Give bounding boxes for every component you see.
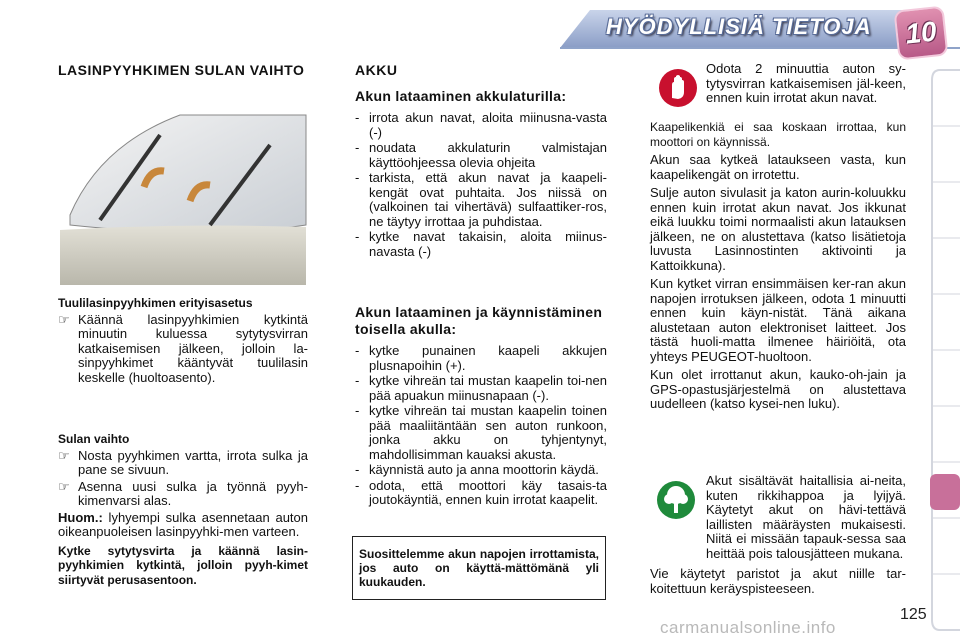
stop-hand-icon <box>658 68 698 108</box>
chapter-header <box>0 0 960 60</box>
battery-heading: AKKU <box>355 62 398 78</box>
warning-text: Odota 2 minuuttia auton sy-tytysvirran katkaisemisen jäl-keen, ennen kuin irrotat akun navat. <box>706 61 906 105</box>
charging-step: tarkista, että akun navat ja kaapeli-kengät ovat puhtaita. Jos niissä on (valkoinen tai vihertävä) sulfaattiker-ros, ne täytyy irrottaa ja puhdistaa. <box>369 170 607 229</box>
list-item: - noudata akkulaturin valmistajan käyttöohjeessa olevia ohjeita <box>355 140 607 170</box>
page-number: 125 <box>900 606 927 623</box>
jump-step: odota, että moottori käy tasais-ta joutokäyntiä, ennen kuin irrotat kaapelit. <box>369 477 607 507</box>
note-paragraph: Akun saa kytkeä lataukseen vasta, kun kaapelikengät on irrotettu. <box>650 152 906 182</box>
eco-block-bottom <box>650 567 906 600</box>
jump-step: kytke punainen kaapeli akkujen plusnapoihin (+). <box>369 343 607 373</box>
eco-text: Akut sisältävät haitallisia ai-neita, kuten rikkihappoa ja lyijyä. Käytetyt akut on hävi-tettävä laillisten määräysten mukaisesti. Niitä ei missään tapauk-sessa saa heittää pois talousjätteen mukana. <box>706 473 906 561</box>
active-chapter-tab <box>930 474 960 510</box>
jump-step: kytke vihreän tai mustan kaapelin toi-nen pää apuakun miinusnapaan (-). <box>369 373 607 403</box>
jump-step: käynnistä auto ja anna moottorin käydä. <box>369 462 599 477</box>
wiper-section <box>58 62 308 84</box>
jump-title: Akun lataaminen ja käynnistäminen toisella akulla: <box>355 304 603 337</box>
pointing-hand-icon: ☞ <box>58 447 70 463</box>
eco-block-top <box>706 473 906 561</box>
list-item <box>58 480 308 509</box>
note-paragraph: Kun kytket virran ensimmäisen ker-ran akun napojen irrotuksen jälkeen, odota 1 minuutti ennen kuin käyn-nistät. Tänä aikana alustetaan auton elektroniset laitteet. Jos tästä huoli-matta ilmenee häiriöitä, ota yhteys PEUGEOT-huoltoon. <box>650 276 906 364</box>
chapter-number-badge <box>896 8 947 59</box>
eco-text-2: Vie käytetyt paristot ja akut niille tar-koitettuun keräyspisteeseen. <box>650 566 906 596</box>
feature-title: Tuulilasinpyyhkimen erityisasetus <box>58 296 253 310</box>
list-item: - irrota akun navat, aloita miinusna-vasta (-) <box>355 110 607 140</box>
battery-section <box>355 62 607 260</box>
note-paragraph <box>58 511 308 540</box>
replace-title: Sulan vaihto <box>58 432 130 446</box>
note-paragraph: Sulje auton sivulasit ja katon aurin-koluukku ennen kuin irrotat akun navat. Jos ikkunat eikä luukku toimi normaalisti akun latauksen jälkeen, ne on alustettava (katso lisätietoja luvusta Lasinnostinten aktivointi ja Kattoikkuna). <box>650 185 906 273</box>
list-item <box>58 449 308 478</box>
charging-step: noudata akkulaturin valmistajan käyttöohjeessa olevia ohjeita <box>369 140 607 170</box>
list-item: - kytke vihreän tai mustan kaapelin toi-nen pää apuakun miinusnapaan (-). <box>355 373 607 403</box>
charging-step: irrota akun navat, aloita miinusna-vasta (-) <box>369 110 607 140</box>
note-paragraph: Kaapelikenkiä ei saa koskaan irrottaa, kun moottori on käynnissä. <box>650 120 906 149</box>
jump-step: kytke vihreän tai mustan kaapelin toinen pää maaliitäntään sen auton runkoon, jonka akku on tyhjentynyt, mahdollisimman kauaksi akusta. <box>369 403 607 462</box>
pointing-hand-icon: ☞ <box>58 478 70 494</box>
blade-replacement <box>58 432 308 591</box>
note-label: Huom.: <box>58 509 103 525</box>
watermark: carmanualsonline.info <box>660 618 836 637</box>
replace-step: Asenna uusi sulka ja työnnä pyyh-kimenvarsi alas. <box>78 478 308 508</box>
feature-text: Käännä lasinpyyhkimien kytkintä minuutin kuluessa sytytysvirran katkaisemisen jälkeen, jolloin la-sinpyyhkimet kääntyvät tuulilasin keskelle (huoltoasento). <box>78 311 308 385</box>
windscreen-wiper-illustration <box>60 105 306 285</box>
list-item: - käynnistä auto ja anna moottorin käydä. <box>355 463 607 478</box>
jump-start-section <box>355 304 607 509</box>
charging-step: kytke navat takaisin, aloita miinus-navasta (-) <box>369 229 607 259</box>
battery-notes <box>650 120 906 416</box>
charging-title: Akun lataaminen akkulaturilla: <box>355 88 567 104</box>
wiper-heading: LASINPYYHKIMEN SULAN VAIHTO <box>58 62 305 78</box>
warning-block <box>706 62 906 110</box>
recommendation-box: Suosittelemme akun napojen irrottamista, jos auto on käyttä-mättömänä yli kuukauden. <box>352 536 606 600</box>
list-item: - tarkista, että akun navat ja kaapeli-kengät ovat puhtaita. Jos niissä on (valkoinen tai vihertävä) sulfaattiker-ros, ne täytyy irrottaa ja puhdistaa. <box>355 170 607 229</box>
replace-step: Nosta pyyhkimen vartta, irrota sulka ja pane se sivuun. <box>78 447 308 477</box>
charging-list <box>355 111 607 259</box>
note-text: lyhyempi sulka asennetaan auton oikeanpuoleisen lasinpyyhki-men varteen. <box>58 509 308 539</box>
chapter-tabs-sidebar <box>926 70 960 630</box>
chapter-number: 10 <box>903 15 939 50</box>
list-item: - kytke navat takaisin, aloita miinus-navasta (-) <box>355 229 607 259</box>
chapter-title: HYÖDYLLISIÄ TIETOJA <box>606 14 872 39</box>
list-item: - kytke punainen kaapeli akkujen plusnapoihin (+). <box>355 343 607 373</box>
note-paragraph: Kun olet irrottanut akun, kauko-oh-jain ja GPS-opastusjärjestelmä on alustettava uudelleen (katso kysei-nen luku). <box>650 367 906 411</box>
list-item <box>58 313 308 386</box>
list-item: - odota, että moottori käy tasais-ta joutokäyntiä, ennen kuin irrotat kaapelit. <box>355 477 607 507</box>
list-item: - kytke vihreän tai mustan kaapelin toinen pää maaliitäntään sen auton runkoon, jonka akku on tyhjentynyt, mahdollisimman kauaksi akusta. <box>355 403 607 462</box>
tree-icon <box>656 480 696 520</box>
pointing-hand-icon: ☞ <box>58 311 70 327</box>
final-instruction: Kytke sytytysvirta ja käännä lasin-pyyhkimien kytkintä, jolloin pyyh-kimet siirtyvät perusasentoon. <box>58 543 308 587</box>
wiper-service-position <box>58 296 308 387</box>
